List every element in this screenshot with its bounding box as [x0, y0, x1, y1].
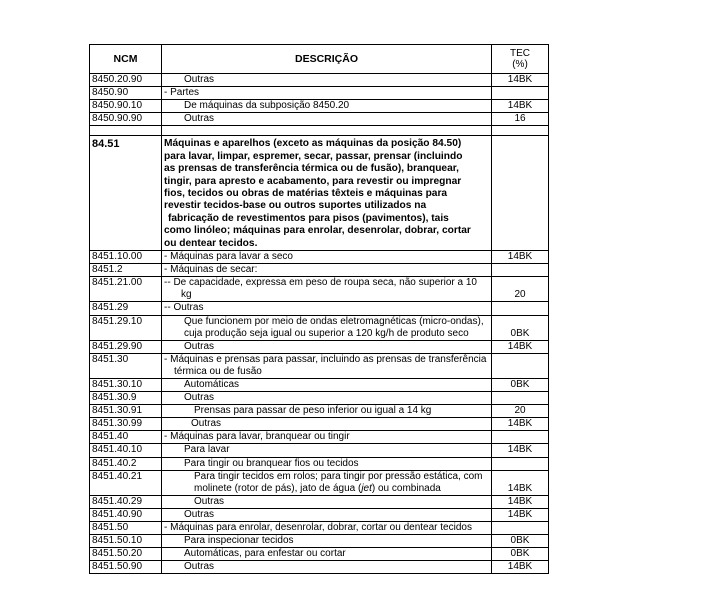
ncm-cell: 8451.21.00	[90, 277, 162, 302]
tec-cell	[492, 264, 549, 277]
description-cell	[162, 470, 492, 495]
description-cell: Para lavar	[162, 444, 492, 457]
header-tec-line2: (%)	[512, 59, 528, 70]
ncm-cell: 8451.2	[90, 264, 162, 277]
heading-description-cell	[162, 136, 492, 251]
description-cell: - Máquinas e prensas para passar, incluindo as prensas de transferência térmica ou de fusão	[162, 353, 492, 378]
description-cell: - Máquinas para lavar a seco	[162, 251, 492, 264]
ncm-cell: 8450.20.90	[90, 74, 162, 87]
table-row	[90, 277, 549, 302]
ncm-cell: 8451.50.20	[90, 548, 162, 561]
description-cell: Para tingir ou branquear fios ou tecidos	[162, 457, 492, 470]
table-row	[90, 405, 549, 418]
spacer-row	[90, 126, 549, 136]
tec-cell	[492, 302, 549, 315]
tec-cell	[492, 126, 549, 136]
ncm-cell: 8450.90.10	[90, 100, 162, 113]
table-row	[90, 522, 549, 535]
description-cell: De máquinas da subposição 8450.20	[162, 100, 492, 113]
table-row	[90, 100, 549, 113]
heading-row	[90, 136, 549, 251]
ncm-cell: 8451.30	[90, 353, 162, 378]
table-row	[90, 302, 549, 315]
tec-cell: 14BK	[492, 470, 549, 495]
ncm-cell: 8451.40.90	[90, 508, 162, 521]
tec-cell	[492, 87, 549, 100]
description-italic: jet	[361, 482, 372, 494]
heading-line: ou dentear tecidos.	[164, 237, 258, 249]
tec-cell: 14BK	[492, 444, 549, 457]
ncm-cell: 8451.40.29	[90, 495, 162, 508]
tec-cell	[492, 522, 549, 535]
table-row	[90, 378, 549, 391]
tec-cell: 20	[492, 405, 549, 418]
heading-line: revestir tecidos-base ou outros suportes utilizados na	[164, 200, 427, 212]
table-row	[90, 264, 549, 277]
table-row	[90, 548, 549, 561]
table-row	[90, 508, 549, 521]
table-row	[90, 444, 549, 457]
ncm-cell: 8451.40.21	[90, 470, 162, 495]
description-cell: Outras	[162, 392, 492, 405]
table-row	[90, 113, 549, 126]
heading-line: fios, tecidos ou obras de matérias têxteis e máquinas para	[164, 188, 448, 199]
heading-line: para lavar, limpar, espremer, secar, passar, prensar (incluindo	[164, 150, 463, 162]
ncm-cell: 8451.30.9	[90, 392, 162, 405]
table-row	[90, 431, 549, 444]
ncm-cell: 8451.50.90	[90, 561, 162, 574]
tec-cell	[492, 431, 549, 444]
description-cell: - Máquinas para enrolar, desenrolar, dobrar, cortar ou dentear tecidos	[162, 522, 492, 535]
ncm-cell: 8450.90	[90, 87, 162, 100]
ncm-cell: 8450.90.90	[90, 113, 162, 126]
table-row	[90, 495, 549, 508]
description-cell: Outras	[162, 495, 492, 508]
description-cell: Automáticas	[162, 378, 492, 391]
tec-cell: 14BK	[492, 508, 549, 521]
tec-cell: 0BK	[492, 378, 549, 391]
description-cell: Que funcionem por meio de ondas eletromagnéticas (micro-ondas), cuja produção seja igual ou superior a 120 kg/h de produto seco	[162, 315, 492, 340]
tec-cell	[492, 136, 549, 251]
tec-cell: 14BK	[492, 418, 549, 431]
description-cell: Automáticas, para enfestar ou cortar	[162, 548, 492, 561]
header-tec	[492, 45, 549, 74]
tec-cell: 20	[492, 277, 549, 302]
tec-cell	[492, 353, 549, 378]
description-cell: Outras	[162, 113, 492, 126]
tec-cell: 0BK	[492, 548, 549, 561]
tec-cell: 14BK	[492, 340, 549, 353]
description-cell	[162, 126, 492, 136]
description-cell: -- De capacidade, expressa em peso de roupa seca, não superior a 10 kg	[162, 277, 492, 302]
tec-cell: 14BK	[492, 561, 549, 574]
description-cell: Prensas para passar de peso inferior ou igual a 14 kg	[162, 405, 492, 418]
header-row	[90, 45, 549, 74]
header-ncm: NCM	[90, 45, 162, 74]
table-row	[90, 470, 549, 495]
description-cell: Outras	[162, 508, 492, 521]
tec-cell: 16	[492, 113, 549, 126]
table-row	[90, 74, 549, 87]
table-row	[90, 315, 549, 340]
heading-line: as prensas de transferência térmica ou de fusão), branquear,	[164, 163, 459, 175]
table-row	[90, 353, 549, 378]
ncm-cell: 8451.30.10	[90, 378, 162, 391]
table-row	[90, 392, 549, 405]
ncm-cell: 8451.50.10	[90, 535, 162, 548]
description-cell: -- Outras	[162, 302, 492, 315]
tec-cell: 0BK	[492, 535, 549, 548]
ncm-cell: 8451.40.2	[90, 457, 162, 470]
ncm-cell: 8451.30.91	[90, 405, 162, 418]
heading-line: como linóleo; máquinas para enrolar, desenrolar, dobrar, cortar	[164, 225, 471, 237]
table-row	[90, 561, 549, 574]
heading-line: Máquinas e aparelhos (exceto as máquinas da posição 84.50)	[164, 138, 462, 150]
heading-line: tingir, para apresto e acabamento, para revestir ou impregnar	[164, 175, 462, 187]
ncm-cell: 8451.40	[90, 431, 162, 444]
tec-cell: 14BK	[492, 74, 549, 87]
ncm-cell: 8451.29	[90, 302, 162, 315]
table-row	[90, 251, 549, 264]
ncm-cell: 8451.40.10	[90, 444, 162, 457]
description-cell: Outras	[162, 340, 492, 353]
description-text: Para tingir tecidos em rolos; para tingir por pressão estática, com molinete (rotor de pás), jato de água (	[194, 470, 483, 494]
tec-cell: 0BK	[492, 315, 549, 340]
ncm-cell: 8451.29.10	[90, 315, 162, 340]
tec-cell	[492, 457, 549, 470]
tariff-table	[89, 44, 549, 574]
table-row	[90, 535, 549, 548]
description-text: ) ou combinada	[371, 482, 441, 494]
table-row	[90, 418, 549, 431]
heading-ncm-cell: 84.51	[90, 136, 162, 251]
tec-cell: 14BK	[492, 100, 549, 113]
tec-cell	[492, 392, 549, 405]
description-cell: Outras	[162, 561, 492, 574]
description-cell: - Máquinas para lavar, branquear ou tingir	[162, 431, 492, 444]
heading-line: fabricação de revestimentos para pisos (pavimentos), tais	[168, 212, 449, 224]
tec-cell: 14BK	[492, 495, 549, 508]
description-cell: Outras	[162, 74, 492, 87]
tariff-document	[89, 44, 548, 574]
description-cell: Outras	[162, 418, 492, 431]
ncm-cell: 8451.10.00	[90, 251, 162, 264]
description-cell: - Partes	[162, 87, 492, 100]
ncm-cell: 8451.29.90	[90, 340, 162, 353]
table-row	[90, 87, 549, 100]
table-row	[90, 340, 549, 353]
description-cell: Para inspecionar tecidos	[162, 535, 492, 548]
description-cell: - Máquinas de secar:	[162, 264, 492, 277]
ncm-cell: 8451.50	[90, 522, 162, 535]
header-tec-line1: TEC	[510, 48, 530, 59]
tec-cell: 14BK	[492, 251, 549, 264]
table-row	[90, 457, 549, 470]
header-descricao: DESCRIÇÃO	[162, 45, 492, 74]
ncm-cell	[90, 126, 162, 136]
ncm-cell: 8451.30.99	[90, 418, 162, 431]
